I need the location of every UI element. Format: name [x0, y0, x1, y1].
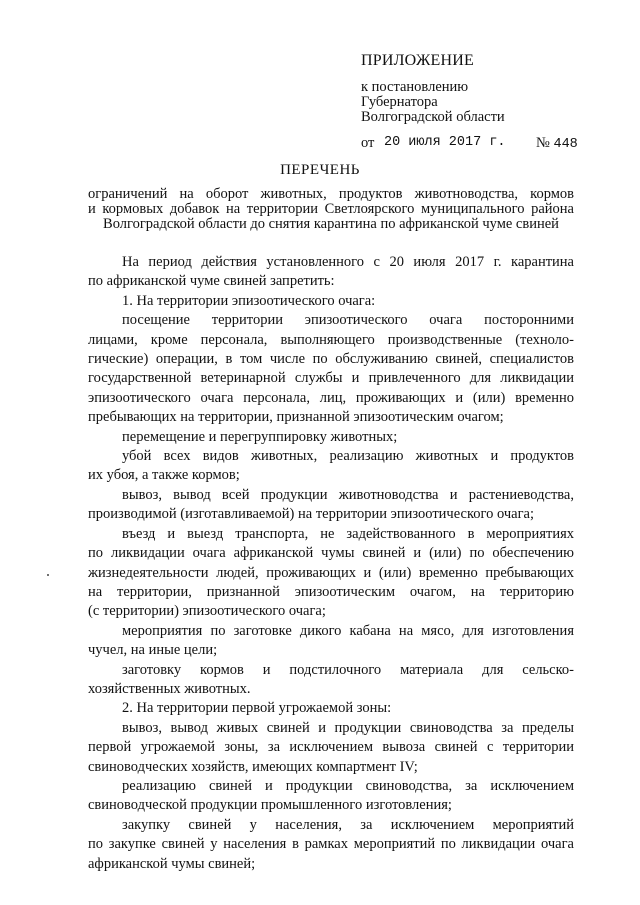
appendix-line-1: к постановлению — [361, 79, 469, 95]
body-line: их убоя, а также кормов; — [88, 467, 240, 484]
body-line: свиноводческой продукции промышленного изготовления; — [88, 797, 452, 814]
body-line: 2. На территории первой угрожаемой зоны: — [122, 700, 392, 717]
body-line: вывоз, вывод живых свиней и продукции свиноводства за пределы — [122, 719, 574, 736]
body-line: хозяйственных животных. — [88, 680, 251, 697]
body-line: На период действия установленного с 20 июля 2017 г. карантина — [122, 254, 574, 270]
document-subtitle — [88, 187, 574, 232]
body-line: эпизоотического очага персонала, лиц, проживающих и (или) временно — [88, 389, 574, 406]
body-line: вывоз, вывод всей продукции животноводства и растениеводства, — [122, 486, 574, 503]
body-line: жизнедеятельности людей, проживающих и (или) временно пребывающих — [88, 564, 574, 581]
appendix-date-row — [361, 135, 611, 153]
body-line: (с территории) эпизоотического очага; — [88, 603, 326, 620]
body-line: гические) операции, в том числе по обслуживанию свиней, специалистов — [88, 351, 574, 368]
document-title: ПЕРЕЧЕНЬ — [280, 162, 360, 178]
scan-speck — [47, 574, 49, 576]
appendix-line-2: Губернатора — [361, 94, 438, 110]
body-line: африканской чумы свиней; — [88, 855, 256, 872]
body-line: лицами, кроме персонала, выполняющего производственные (техноло- — [88, 331, 574, 348]
body-line: посещение территории эпизоотического очага посторонними — [122, 312, 574, 329]
appendix-number — [536, 135, 578, 152]
body-line: перемещение и перегруппировку животных; — [122, 428, 398, 445]
appendix-line-3: Волгоградской области — [361, 109, 505, 125]
body-line: на территории, признанной эпизоотическим очагом, на территорию — [88, 583, 574, 600]
body-line: производимой (изготавливаемой) на территории эпизоотического очага; — [88, 506, 534, 523]
body-line: 1. На территории эпизоотического очага: — [122, 292, 376, 309]
subtitle-line: и кормовых добавок на территории Светлоярского муниципального района — [88, 201, 574, 217]
body-line: мероприятия по заготовке дикого кабана на мясо, для изготовления — [122, 622, 574, 639]
number-sign: № — [536, 135, 550, 151]
date-prefix: от — [361, 135, 375, 151]
appendix-title: ПРИЛОЖЕНИЕ — [361, 52, 475, 69]
document-body — [88, 253, 574, 874]
body-line: по ликвидации очага африканской чумы свиней и (или) по обеспечению — [88, 545, 574, 562]
body-line: убой всех видов животных, реализацию животных и продуктов — [122, 448, 574, 465]
body-line: по африканской чуме свиней запретить: — [88, 273, 335, 290]
body-line: пребывающих на территории, признанной эпизоотическим очагом; — [88, 409, 504, 426]
body-line: чучел, на иные цели; — [88, 642, 218, 659]
appendix-date: 20 июля 2017 г. — [384, 135, 506, 150]
number-value: 448 — [553, 137, 578, 152]
body-line: заготовку кормов и подстилочного материала для сельско- — [122, 661, 574, 678]
subtitle-line: Волгоградской области до снятия карантина по африканской чуме свиней — [103, 216, 559, 232]
appendix-block — [361, 52, 611, 153]
body-line: государственной ветеринарной службы и привлеченного для ликвидации — [88, 370, 574, 387]
body-line: первой угрожаемой зоны, за исключением вывоза свиней с территории — [88, 739, 574, 756]
body-line: закупку свиней у населения, за исключением мероприятий — [122, 816, 574, 833]
body-line: въезд и выезд транспорта, не задействованного в мероприятиях — [122, 525, 574, 542]
body-line: свиноводческих хозяйств, имеющих компартмент IV; — [88, 758, 418, 775]
subtitle-line: ограничений на оборот животных, продуктов животноводства, кормов — [88, 186, 574, 202]
body-line: реализацию свиней и продукции свиноводства, за исключением — [122, 777, 574, 794]
body-line: по закупке свиней у населения в рамках мероприятий по ликвидации очага — [88, 836, 574, 853]
